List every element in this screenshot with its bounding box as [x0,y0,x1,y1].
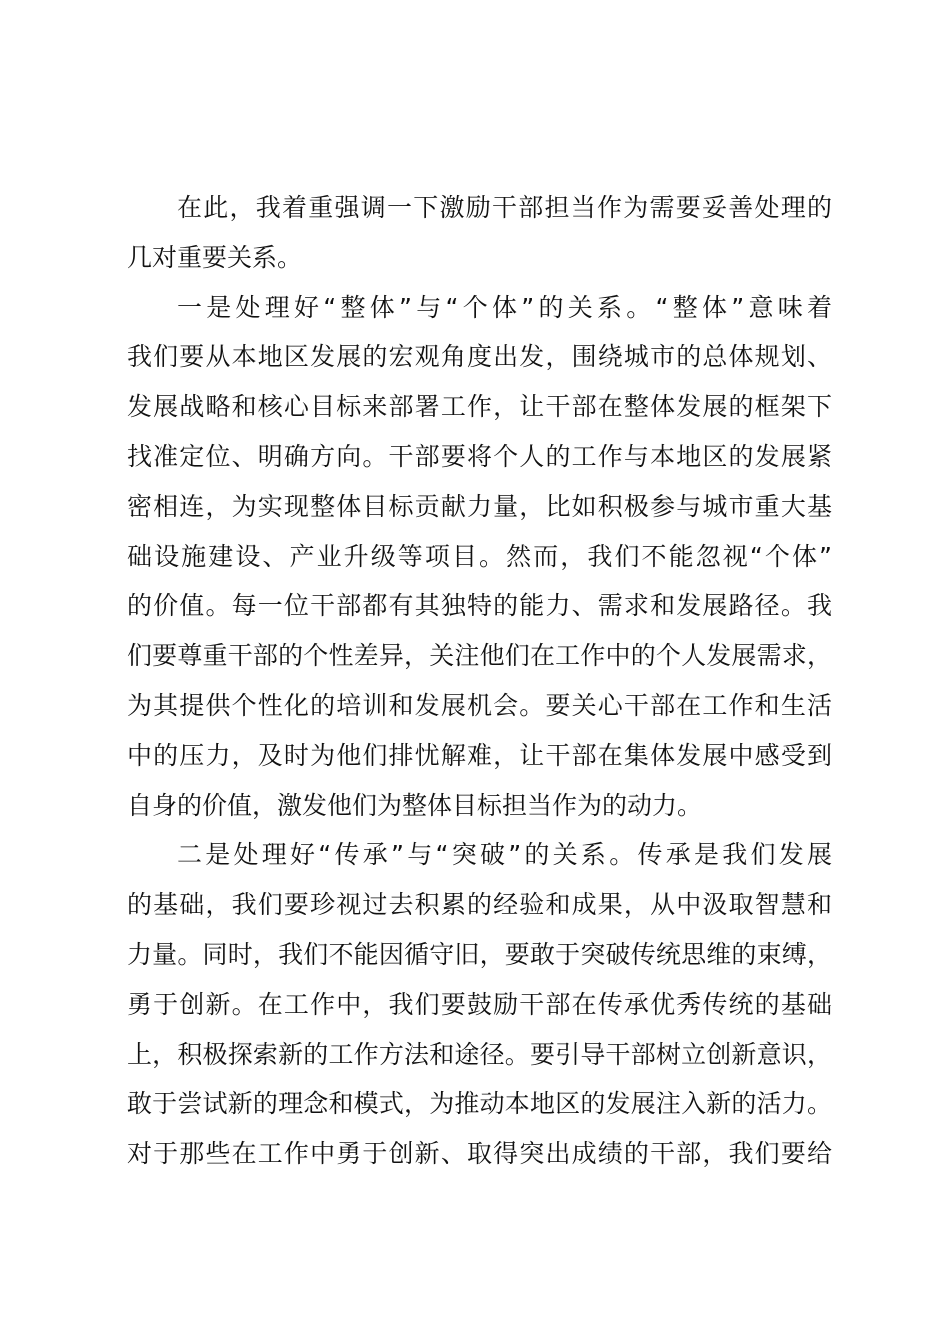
paragraph-3-line-5: 上，积极探索新的工作方法和途径。要引导干部树立创新意识， [127,1039,832,1069]
paragraph-3-line-3: 力量。同时，我们不能因循守旧，要敢于突破传统思维的束缚， [127,939,832,969]
paragraph-3-line-2: 的基础，我们要珍视过去积累的经验和成果，从中汲取智慧和 [127,890,832,920]
paragraph-2-line-3: 发展战略和核心目标来部署工作，让干部在整体发展的框架下 [127,392,832,422]
paragraph-2-line-7: 的价值。每一位干部都有其独特的能力、需求和发展路径。我 [127,591,832,621]
paragraph-3-line-6: 敢于尝试新的理念和模式，为推动本地区的发展注入新的活力。 [127,1089,832,1119]
paragraph-2-line-2: 我们要从本地区发展的宏观角度出发，围绕城市的总体规划、 [127,342,832,372]
paragraph-3-line-7: 对于那些在工作中勇于创新、取得突出成绩的干部，我们要给 [127,1139,832,1169]
paragraph-2-line-6: 础设施建设、产业升级等项目。然而，我们不能忽视“个体” [127,541,832,571]
paragraph-2-line-1: 一是处理好“整体”与“个体”的关系。“整体”意味着 [177,292,832,322]
document-body [127,183,832,1179]
paragraph-3-line-4: 勇于创新。在工作中，我们要鼓励干部在传承优秀传统的基础 [127,989,832,1019]
paragraph-2-line-10: 中的压力，及时为他们排忧解难，让干部在集体发展中感受到 [127,740,832,770]
paragraph-1-line-2: 几对重要关系。 [127,242,303,272]
paragraph-1-line-1: 在此，我着重强调一下激励干部担当作为需要妥善处理的 [177,193,832,222]
paragraph-2-line-5: 密相连，为实现整体目标贡献力量，比如积极参与城市重大基 [127,491,832,521]
paragraph-3-line-1: 二是处理好“传承”与“突破”的关系。传承是我们发展 [177,840,832,870]
paragraph-2-line-8: 们要尊重干部的个性差异，关注他们在工作中的个人发展需求， [127,641,832,671]
paragraph-2-line-11: 自身的价值，激发他们为整体目标担当作为的动力。 [127,790,703,820]
paragraph-2-line-9: 为其提供个性化的培训和发展机会。要关心干部在工作和生活 [127,690,832,720]
paragraph-2-line-4: 找准定位、明确方向。干部要将个人的工作与本地区的发展紧 [127,441,832,471]
